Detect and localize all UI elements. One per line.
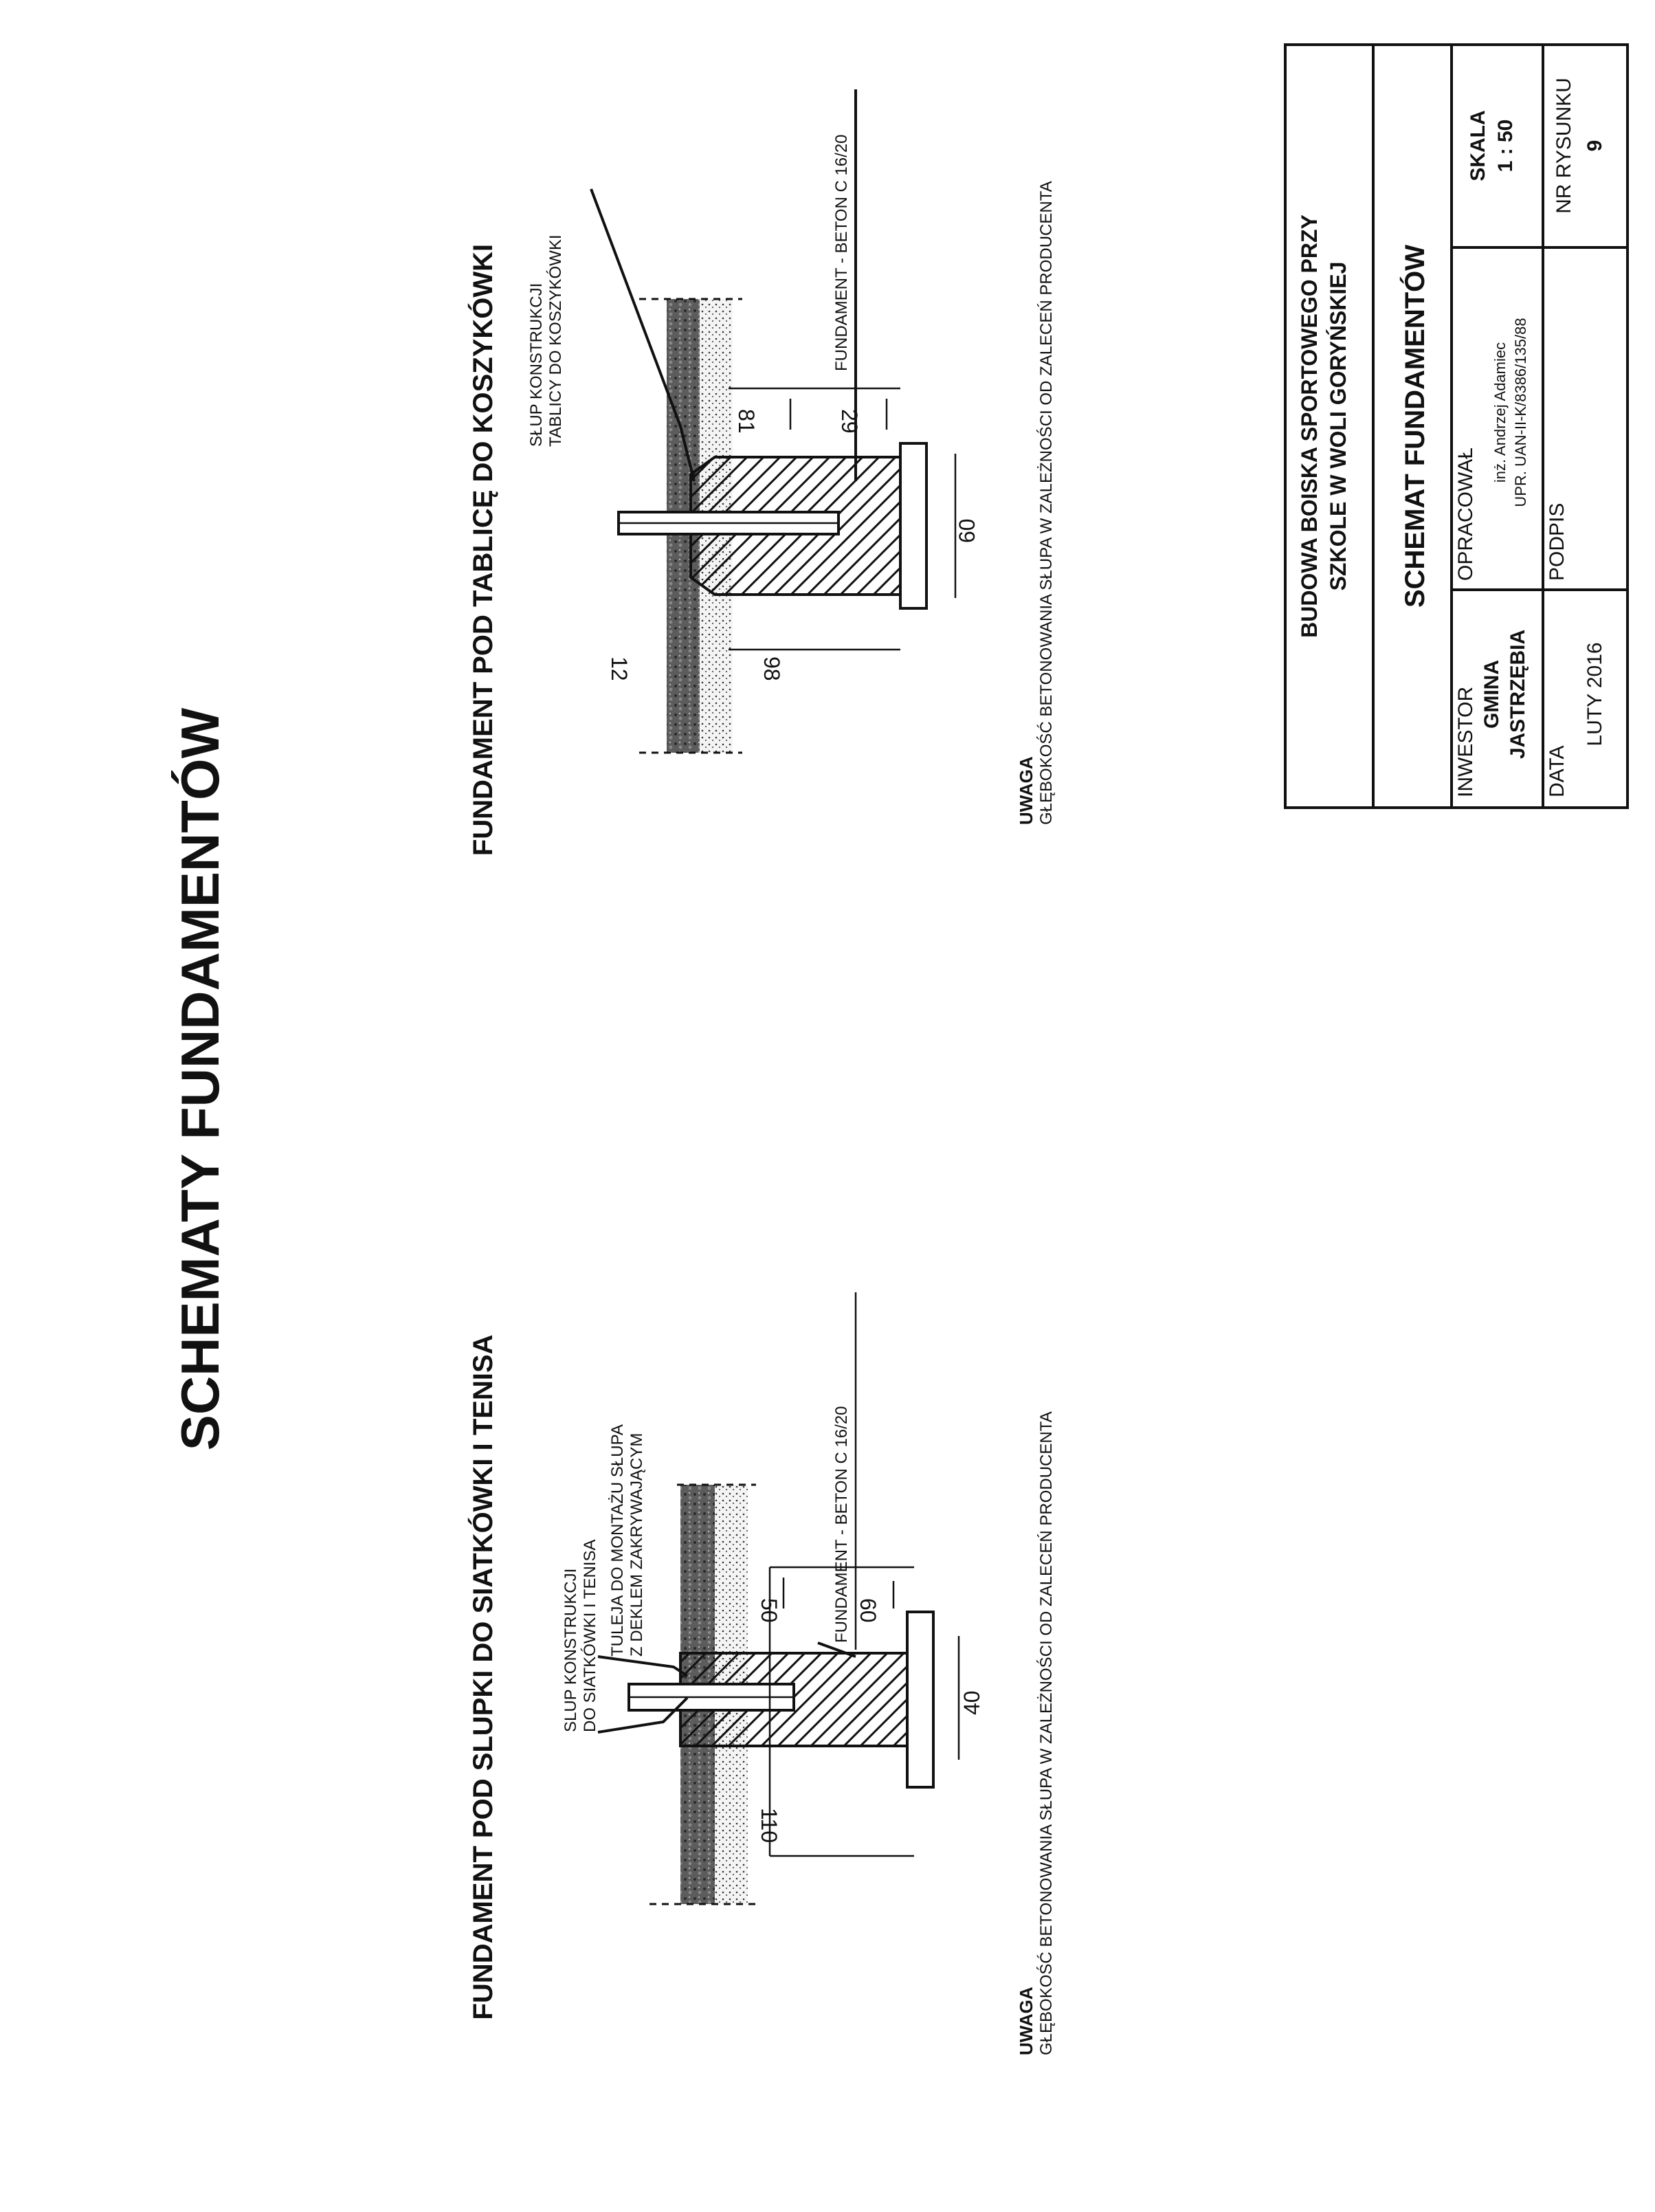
right-dim-60: 60 xyxy=(955,518,979,543)
tb-investor-caption: INWESTOR xyxy=(1454,686,1477,797)
left-label-post-2: DO SIATKÓWKI I TENISA xyxy=(581,1539,599,1732)
tb-investor-line1: GMINA xyxy=(1480,660,1503,729)
tb-sheet-title: SCHEMAT FUNDAMENTÓW xyxy=(1400,244,1430,608)
tb-project-line1: BUDOWA BOISKA SPORTOWEGO PRZY xyxy=(1297,214,1322,638)
left-label-sleeve-2: Z DEKLEM ZAKRYWAJĄCYM xyxy=(627,1433,646,1657)
tb-drawing-no-caption: NR RYSUNKU xyxy=(1553,78,1575,214)
tb-date-caption: DATA xyxy=(1546,745,1568,797)
right-note-title: UWAGA xyxy=(1016,756,1036,825)
left-dim-50: 50 xyxy=(757,1598,781,1623)
left-label-sleeve-1: TULEJA DO MONTAŻU SŁUPA xyxy=(608,1424,627,1657)
left-section-heading: FUNDAMENT POD SLUPKI DO SIATKÓWKI I TENISA xyxy=(468,1334,498,2020)
right-label-foundation: FUNDAMENT - BETON C 16/20 xyxy=(832,134,851,371)
tb-scale-value: 1 : 50 xyxy=(1494,119,1517,173)
tb-prepared-license: UPR. UAN-II-K/8386/135/88 xyxy=(1512,318,1529,507)
left-footing-plate xyxy=(907,1612,933,1787)
right-dim-29: 29 xyxy=(837,409,862,434)
tb-prepared-caption: OPRACOWAŁ xyxy=(1454,447,1477,581)
right-section xyxy=(467,89,1056,856)
right-dim-81: 81 xyxy=(734,409,759,434)
tb-scale-caption: SKALA xyxy=(1467,110,1489,181)
left-dim-110: 110 xyxy=(757,1808,781,1844)
left-dim-40: 40 xyxy=(959,1690,984,1715)
left-dim-60: 60 xyxy=(856,1598,880,1623)
right-label-post-1: SŁUP KONSTRUKCJI xyxy=(527,283,546,447)
tb-drawing-no-value: 9 xyxy=(1584,140,1606,152)
left-section xyxy=(467,1292,1056,2055)
right-label-post-2: TABLICY DO KOSZYKÓWKI xyxy=(546,234,565,447)
tb-investor-line2: JASTRZĘBIA xyxy=(1507,629,1529,760)
right-footing-plate xyxy=(900,443,926,608)
tb-project-line2: SZKOLE W WOLI GORYŃSKIEJ xyxy=(1326,261,1351,591)
left-label-foundation: FUNDAMENT - BETON C 16/20 xyxy=(832,1406,851,1643)
title-block xyxy=(1285,45,1628,808)
right-dim-98: 98 xyxy=(759,656,784,681)
right-dim-12: 12 xyxy=(607,656,632,681)
left-note-text: GŁĘBOKOŚĆ BETONOWANIA SŁUPA W ZALEŻNOŚCI OD ZALECEŃ PRODUCENTA xyxy=(1037,1411,1056,2055)
right-section-heading: FUNDAMENT POD TABLICĘ DO KOSZYKÓWKI xyxy=(468,243,498,856)
page-title: SCHEMATY FUNDAMENTÓW xyxy=(170,707,230,1451)
left-label-post-1: SLUP KONSTRUKCJI xyxy=(562,1568,580,1732)
tb-prepared-name: inż. Andrzej Adamiec xyxy=(1491,342,1509,483)
tb-signature-caption: PODPIS xyxy=(1546,502,1568,581)
left-note-title: UWAGA xyxy=(1016,1987,1036,2055)
right-note-text: GŁĘBOKOŚĆ BETONOWANIA SŁUPA W ZALEŻNOŚCI OD ZALECEŃ PRODUCENTA xyxy=(1037,181,1056,825)
tb-date-value: LUTY 2016 xyxy=(1584,642,1606,746)
